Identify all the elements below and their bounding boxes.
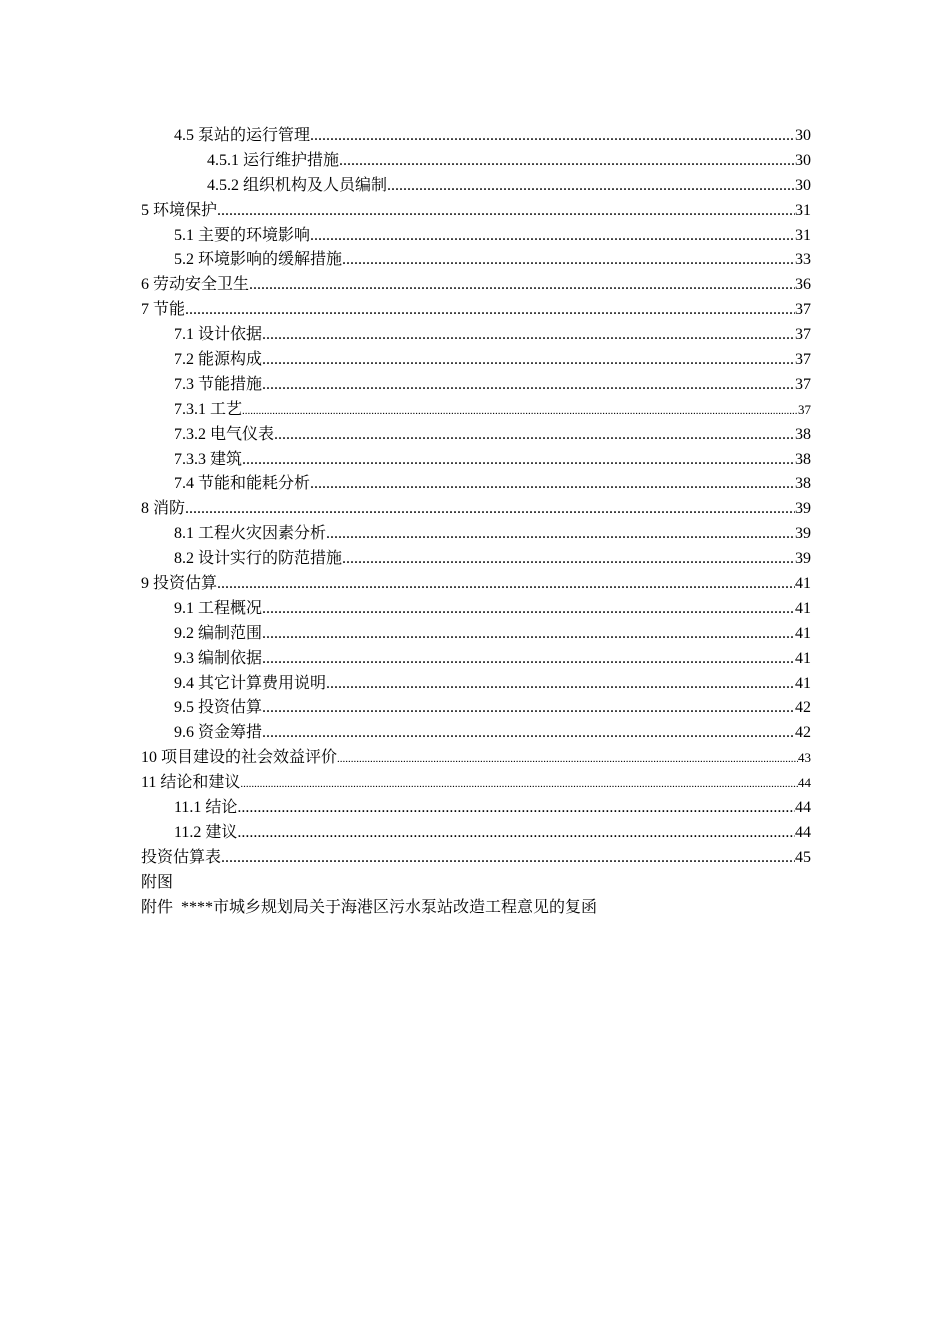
toc-dot-leader	[342, 248, 795, 273]
toc-entry-title: 9.5 投资估算	[174, 699, 263, 717]
toc-entry[interactable]	[141, 248, 811, 273]
toc-entry-title: 5.1 主要的环境影响	[174, 226, 311, 244]
toc-entry[interactable]	[141, 373, 811, 398]
toc-entry[interactable]	[141, 224, 811, 249]
toc-dot-leader	[262, 597, 795, 622]
toc-dot-leader	[262, 348, 795, 373]
toc-entry-title: 8 消防	[141, 500, 186, 518]
toc-entry[interactable]	[141, 547, 811, 572]
toc-entry[interactable]	[141, 423, 811, 448]
toc-entry[interactable]	[141, 522, 811, 547]
toc-entry[interactable]	[141, 199, 811, 224]
toc-entry[interactable]	[141, 597, 811, 622]
toc-entry-title: 7.3.2 电气仪表	[174, 425, 275, 443]
toc-dot-leader	[237, 796, 795, 821]
toc-entry-page-number: 44	[795, 799, 811, 817]
appendix-figure-line	[141, 871, 811, 896]
toc-entry-page-number: 33	[795, 251, 811, 269]
toc-entry-title: 10 项目建设的社会效益评价	[141, 749, 338, 767]
toc-entry-page-number: 41	[795, 674, 811, 692]
toc-dot-leader	[310, 472, 795, 497]
toc-dot-leader	[326, 522, 795, 547]
toc-dot-leader	[310, 124, 795, 149]
toc-entry-page-number: 31	[795, 226, 811, 244]
toc-entry-page-number: 37	[798, 401, 811, 417]
toc-entry-page-number: 41	[795, 599, 811, 617]
toc-entry[interactable]	[141, 721, 811, 746]
table-of-contents	[141, 124, 811, 871]
toc-dot-leader	[337, 747, 798, 772]
toc-dot-leader	[217, 199, 795, 224]
toc-entry-title: 4.5 泵站的运行管理	[174, 127, 311, 144]
toc-entry-page-number: 39	[795, 550, 811, 568]
toc-entry-page-number: 39	[795, 500, 811, 518]
toc-entry-page-number: 30	[795, 151, 811, 169]
toc-dot-leader	[326, 672, 795, 697]
toc-entry-page-number: 41	[795, 649, 811, 667]
toc-entry-title: 8.1 工程火灾因素分析	[174, 525, 327, 543]
toc-entry-title: 5 环境保护	[141, 201, 218, 219]
toc-entry-title: 6 劳动安全卫生	[141, 276, 250, 294]
toc-entry-title: 7.3.3 建筑	[174, 450, 243, 468]
toc-entry-page-number: 37	[795, 351, 811, 369]
toc-entry-title: 投资估算表	[141, 848, 222, 866]
toc-dot-leader	[387, 174, 795, 199]
toc-entry-title: 7.4 节能和能耗分析	[174, 475, 311, 493]
toc-entry[interactable]	[141, 124, 811, 149]
toc-entry-page-number: 44	[798, 775, 811, 791]
appendix-doc-line	[141, 896, 811, 921]
toc-entry[interactable]	[141, 746, 811, 771]
toc-entry[interactable]	[141, 448, 811, 473]
toc-entry-page-number: 44	[795, 823, 811, 841]
toc-dot-leader	[310, 224, 795, 249]
toc-entry-page-number: 37	[795, 375, 811, 393]
toc-dot-leader	[342, 547, 795, 572]
toc-entry-title: 11.2 建议	[174, 823, 238, 841]
toc-dot-leader	[185, 497, 795, 522]
toc-entry-page-number: 39	[795, 525, 811, 543]
toc-dot-leader	[240, 772, 798, 797]
toc-entry-title: 7.2 能源构成	[174, 351, 263, 369]
toc-dot-leader	[221, 846, 795, 871]
toc-entry-title: 7.3.1 工艺	[174, 400, 243, 418]
toc-entry[interactable]	[141, 821, 811, 846]
toc-entry[interactable]	[141, 672, 811, 697]
toc-entry-title: 7 节能	[141, 301, 186, 319]
toc-entry-title: 9 投资估算	[141, 575, 218, 593]
toc-dot-leader	[274, 423, 795, 448]
toc-entry[interactable]	[141, 323, 811, 348]
toc-entry[interactable]	[141, 696, 811, 721]
toc-entry-page-number: 36	[795, 276, 811, 294]
toc-entry-page-number: 41	[795, 575, 811, 593]
toc-entry-title: 4.5.2 组织机构及人员编制	[207, 176, 388, 194]
toc-entry[interactable]	[141, 149, 811, 174]
toc-dot-leader	[185, 298, 795, 323]
toc-entry[interactable]	[141, 846, 811, 871]
toc-dot-leader	[262, 647, 795, 672]
toc-entry-title: 11 结论和建议	[141, 774, 241, 792]
toc-dot-leader	[262, 622, 795, 647]
toc-entry-page-number: 37	[795, 301, 811, 319]
toc-dot-leader	[262, 373, 795, 398]
toc-entry-page-number: 31	[795, 201, 811, 219]
appendix-figure-text: 附图	[141, 874, 174, 891]
toc-entry[interactable]	[141, 771, 811, 796]
toc-dot-leader	[262, 721, 795, 746]
toc-entry[interactable]	[141, 398, 811, 423]
toc-dot-leader	[249, 273, 795, 298]
appendix-doc-text: 附件 ****市城乡规划局关于海港区污水泵站改造工程意见的复函	[141, 898, 598, 916]
toc-dot-leader	[242, 399, 798, 424]
toc-dot-leader	[262, 323, 795, 348]
toc-entry-page-number: 41	[795, 624, 811, 642]
toc-entry-page-number: 43	[798, 750, 811, 766]
toc-entry[interactable]	[141, 298, 811, 323]
toc-entry-page-number: 38	[795, 425, 811, 443]
toc-entry[interactable]	[141, 622, 811, 647]
toc-entry-page-number: 38	[795, 450, 811, 468]
toc-entry-page-number: 30	[795, 127, 811, 144]
toc-entry[interactable]	[141, 174, 811, 199]
toc-entry-title: 9.4 其它计算费用说明	[174, 674, 327, 692]
toc-dot-leader	[237, 821, 795, 846]
toc-entry[interactable]	[141, 647, 811, 672]
toc-entry-title: 7.3 节能措施	[174, 375, 263, 393]
toc-entry-title: 11.1 结论	[174, 799, 238, 817]
appendix-block	[141, 871, 811, 921]
toc-dot-leader	[217, 572, 795, 597]
toc-entry-page-number: 42	[795, 724, 811, 742]
toc-entry[interactable]	[141, 572, 811, 597]
toc-entry-title: 9.1 工程概况	[174, 599, 263, 617]
toc-dot-leader	[242, 448, 795, 473]
toc-entry[interactable]	[141, 796, 811, 821]
toc-entry[interactable]	[141, 497, 811, 522]
toc-dot-leader	[339, 149, 795, 174]
toc-entry-page-number: 38	[795, 475, 811, 493]
toc-entry-title: 9.6 资金筹措	[174, 724, 263, 742]
toc-entry-title: 9.3 编制依据	[174, 649, 263, 667]
toc-entry[interactable]	[141, 472, 811, 497]
toc-entry-title: 5.2 环境影响的缓解措施	[174, 251, 343, 269]
toc-entry-title: 8.2 设计实行的防范措施	[174, 550, 343, 568]
toc-entry-page-number: 37	[795, 326, 811, 344]
toc-entry-title: 7.1 设计依据	[174, 326, 263, 344]
toc-dot-leader	[262, 696, 795, 721]
toc-entry[interactable]	[141, 273, 811, 298]
toc-entry-page-number: 42	[795, 699, 811, 717]
toc-entry-page-number: 30	[795, 176, 811, 194]
toc-entry-title: 4.5.1 运行维护措施	[207, 151, 340, 169]
toc-entry[interactable]	[141, 348, 811, 373]
toc-entry-title: 9.2 编制范围	[174, 624, 263, 642]
toc-entry-page-number: 45	[795, 848, 811, 866]
